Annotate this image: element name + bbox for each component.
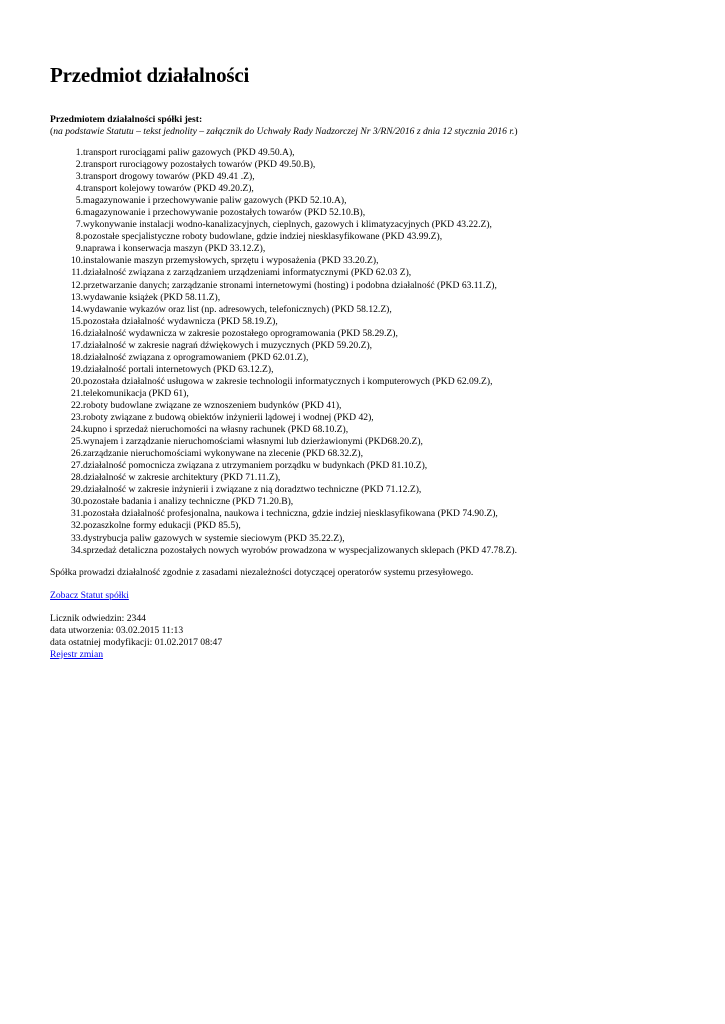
list-item-number: 8. (75, 231, 83, 243)
list-item-number: 17. (71, 339, 83, 351)
list-item-text: pozaszkolne formy edukacji (PKD 85.5), (83, 520, 241, 532)
list-item-text: transport rurociągami paliw gazowych (PKD 49.50.A), (83, 147, 295, 158)
list-item-text: wynajem i zarządzanie nieruchomościami własnymi lub dzierżawionymi (PKD68.20.Z), (83, 436, 423, 448)
intro-note (50, 126, 690, 138)
list-item (50, 304, 690, 316)
list-item-text: naprawa i konserwacja maszyn (PKD 33.12.Z), (83, 243, 266, 255)
list-item-number: 33. (71, 532, 83, 544)
list-item-text: magazynowanie i przechowywanie paliw gazowych (PKD 52.10.A), (83, 195, 347, 207)
list-item (50, 340, 690, 352)
list-item-number: 25. (71, 436, 83, 448)
list-item-number: 10. (71, 255, 83, 267)
list-item-text: działalność pomocnicza związana z utrzymaniem porządku w budynkach (PKD 81.10.Z), (83, 460, 428, 472)
list-item-text: działalność w zakresie nagrań dźwiękowych i muzycznych (PKD 59.20.Z), (83, 339, 373, 351)
list-item-number: 6. (75, 207, 83, 219)
list-item (50, 219, 690, 231)
list-item-text: działalność wydawnicza w zakresie pozostałego oprogramowania (PKD 58.29.Z), (83, 327, 398, 339)
list-item-text: pozostała działalność wydawnicza (PKD 58.19.Z), (83, 315, 278, 327)
list-item (50, 545, 690, 557)
list-item-number: 27. (71, 460, 83, 472)
list-item-text: dystrybucja paliw gazowych w systemie sieciowym (PKD 35.22.Z), (83, 532, 345, 544)
activity-list (50, 147, 690, 557)
list-item (50, 328, 690, 340)
list-item (50, 508, 690, 520)
list-item-text: zarządzanie nieruchomościami wykonywane na zlecenie (PKD 68.32.Z), (83, 448, 363, 460)
list-item-text: roboty budowlane związane ze wznoszeniem budynków (PKD 41), (83, 399, 342, 411)
list-item-text: przetwarzanie danych; zarządzanie stronami internetowymi (hosting) i podobna działalność (PKD 63.11.Z), (83, 279, 497, 291)
list-item-text: pozostała działalność usługowa w zakresie technologii informatycznych i komputerowych (PKD 62.09.Z), (83, 375, 493, 387)
list-item-number: 24. (71, 424, 83, 436)
list-item-number: 11. (71, 267, 83, 279)
list-item-text: kupno i sprzedaż nieruchomości na własny rachunek (PKD 68.10.Z), (83, 424, 349, 436)
list-item-text: roboty związane z budową obiektów inżynierii lądowej i wodnej (PKD 42), (83, 412, 374, 424)
list-item (50, 520, 690, 532)
list-item-text: transport drogowy towarów (PKD 49.41 .Z), (83, 171, 255, 183)
list-item (50, 316, 690, 328)
list-item-text: działalność w zakresie architektury (PKD 71.11.Z), (83, 472, 281, 484)
list-item-number: 9. (75, 243, 83, 255)
list-item (50, 496, 690, 508)
document-page (50, 62, 690, 661)
list-item-text: działalność związana z zarządzaniem urządzeniami informatycznymi (PKD 62.03 Z), (83, 267, 412, 279)
list-item (50, 147, 690, 159)
list-item (50, 400, 690, 412)
list-item (50, 424, 690, 436)
list-item (50, 267, 690, 279)
list-item (50, 159, 690, 171)
page-meta (50, 613, 690, 661)
modified-date: data ostatniej modyfikacji: 01.02.2017 08:47 (50, 636, 223, 648)
list-item-text: wykonywanie instalacji wodno-kanalizacyjnych, cieplnych, gazowych i klimatyzacyjnych (PKD 43.22.Z), (83, 219, 492, 231)
statut-link[interactable]: Zobacz Statut spółki (50, 589, 129, 601)
list-item-text: telekomunikacja (PKD 61), (83, 387, 189, 399)
list-item-number: 32. (71, 520, 83, 532)
list-item (50, 436, 690, 448)
list-item-text: działalność w zakresie inżynierii i związane z nią doradztwo techniczne (PKD 71.12.Z), (83, 484, 422, 496)
list-item-text: wydawanie książek (PKD 58.11.Z), (83, 291, 221, 303)
list-item-number: 13. (71, 291, 83, 303)
list-item-text: sprzedaż detaliczna pozostałych nowych wyrobów prowadzona w wyspecjalizowanych sklepach (PKD 47.78.Z). (83, 544, 517, 556)
list-item (50, 533, 690, 545)
list-item-text: pozostałe specjalistyczne roboty budowlane, gdzie indziej niesklasyfikowane (PKD 43.99.Z), (83, 231, 443, 243)
list-item-number: 1. (75, 147, 83, 158)
list-item (50, 195, 690, 207)
list-item (50, 292, 690, 304)
created-date: data utworzenia: 03.02.2015 11:13 (50, 624, 184, 636)
list-item (50, 255, 690, 267)
list-item-number: 26. (71, 448, 83, 460)
list-item-text: transport rurociągowy pozostałych towarów (PKD 49.50.B), (83, 159, 316, 171)
list-item-number: 5. (75, 195, 83, 207)
list-item (50, 243, 690, 255)
list-item-number: 4. (75, 183, 83, 195)
list-item-text: działalność związana z oprogramowaniem (PKD 62.01.Z), (83, 351, 309, 363)
list-item-number: 15. (71, 315, 83, 327)
list-item (50, 388, 690, 400)
list-item (50, 376, 690, 388)
list-item (50, 412, 690, 424)
list-item-number: 20. (71, 375, 83, 387)
visit-counter: Licznik odwiedzin: 2344 (50, 612, 146, 624)
changelog-link[interactable]: Rejestr zmian (50, 648, 104, 660)
list-item-text: instalowanie maszyn przemysłowych, sprzętu i wyposażenia (PKD 33.20.Z), (83, 255, 379, 267)
list-item (50, 231, 690, 243)
list-item-text: działalność portali internetowych (PKD 63.12.Z), (83, 363, 274, 375)
intro-note-close-paren: ) (514, 126, 518, 137)
list-item-number: 31. (71, 508, 83, 520)
list-item (50, 484, 690, 496)
intro-note-text: na podstawie Statutu – tekst jednolity – załącznik do Uchwały Rady Nadzorczej Nr 3/RN/2016 z dnia 12 stycznia 2016 r. (53, 126, 515, 137)
list-item-number: 3. (75, 171, 83, 183)
list-item-number: 21. (71, 387, 83, 399)
list-item-text: wydawanie wykazów oraz list (np. adresowych, telefonicznych) (PKD 58.12.Z), (83, 303, 392, 315)
list-item-number: 19. (71, 363, 83, 375)
list-item-number: 7. (75, 219, 83, 231)
list-item-number: 23. (71, 412, 83, 424)
list-item-number: 34. (71, 544, 83, 556)
independence-note: Spółka prowadzi działalność zgodnie z zasadami niezależności dotyczącej operatorów systemu przesyłowego. (50, 566, 474, 578)
list-item (50, 171, 690, 183)
list-item-number: 2. (75, 159, 83, 171)
list-item (50, 364, 690, 376)
list-item (50, 207, 690, 219)
list-item (50, 460, 690, 472)
list-item-text: magazynowanie i przechowywanie pozostałych towarów (PKD 52.10.B), (83, 207, 366, 219)
list-item-number: 29. (71, 484, 83, 496)
list-item (50, 448, 690, 460)
list-item-number: 18. (71, 351, 83, 363)
list-item (50, 183, 690, 195)
intro-note-open-paren: ( (50, 126, 54, 137)
list-item-number: 14. (71, 303, 83, 315)
list-item-text: transport kolejowy towarów (PKD 49.20.Z), (83, 183, 254, 195)
page-title: Przedmiot działalności (50, 63, 250, 87)
list-item (50, 472, 690, 484)
list-item-number: 12. (71, 279, 83, 291)
list-item-number: 30. (71, 496, 83, 508)
list-item-number: 16. (71, 327, 83, 339)
intro-heading: Przedmiotem działalności spółki jest: (50, 114, 203, 125)
list-item-text: pozostałe badania i analizy techniczne (PKD 71.20.B), (83, 496, 294, 508)
list-item-number: 28. (71, 472, 83, 484)
list-item (50, 280, 690, 292)
list-item (50, 352, 690, 364)
list-item-text: pozostała działalność profesjonalna, naukowa i techniczna, gdzie indziej niesklasyfikowana (PKD 74.90.Z), (83, 508, 498, 520)
list-item-number: 22. (71, 399, 83, 411)
